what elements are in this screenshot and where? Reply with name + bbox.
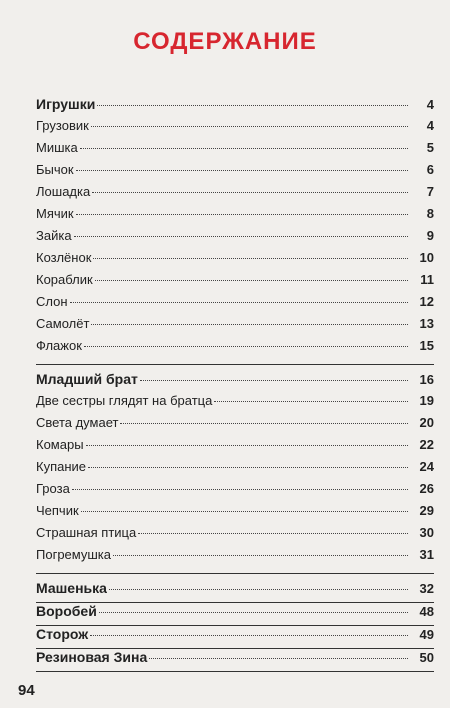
toc-entry-page: 24	[419, 459, 434, 474]
dot-leader	[97, 105, 408, 106]
toc-entry-label: Козлёнок	[36, 250, 92, 265]
dot-leader	[74, 236, 408, 237]
dot-leader	[76, 214, 408, 215]
toc-entry-page: 30	[419, 525, 434, 540]
toc-entry-page: 11	[420, 272, 434, 287]
table-of-contents	[36, 96, 434, 672]
toc-entry-label: Кораблик	[36, 272, 93, 287]
toc-entry-label: Две сестры глядят на братца	[36, 393, 213, 408]
toc-entry-label: Мишка	[36, 140, 78, 155]
toc-main-entry[interactable]	[36, 649, 434, 671]
toc-entry[interactable]	[36, 547, 434, 569]
toc-entry[interactable]	[36, 250, 434, 272]
toc-entry-page: 29	[419, 503, 434, 518]
toc-section-little-brother	[36, 371, 434, 574]
page-title: СОДЕРЖАНИЕ	[133, 28, 317, 55]
toc-entry-page: 48	[419, 604, 434, 619]
dot-leader	[95, 280, 408, 281]
toc-main-entry[interactable]	[36, 603, 434, 625]
toc-entry-label: Комары	[36, 437, 84, 452]
toc-entry[interactable]	[36, 525, 434, 547]
toc-entry-page: 13	[419, 316, 434, 331]
toc-main-entry[interactable]	[36, 626, 434, 648]
dot-leader	[90, 635, 408, 636]
dot-leader	[149, 658, 408, 659]
toc-entry-page: 9	[426, 228, 434, 243]
toc-entry-page: 5	[426, 140, 434, 155]
toc-section-rubber-zina	[36, 649, 434, 672]
toc-entry-page: 19	[419, 393, 434, 408]
toc-entry-page: 49	[419, 627, 434, 642]
toc-entry[interactable]	[36, 459, 434, 481]
toc-entry-page: 31	[419, 547, 434, 562]
toc-entry-label: Младший брат	[36, 371, 138, 387]
toc-entry-label: Зайка	[36, 228, 72, 243]
toc-entry-label: Резиновая Зина	[36, 649, 148, 665]
toc-entry-label: Гроза	[36, 481, 70, 496]
dot-leader	[81, 511, 408, 512]
dot-leader	[72, 489, 408, 490]
toc-entry-page: 12	[419, 294, 434, 309]
toc-entry-page: 32	[419, 581, 434, 596]
toc-entry-page: 4	[426, 97, 434, 112]
dot-leader	[138, 533, 408, 534]
toc-entry-label: Страшная птица	[36, 525, 137, 540]
toc-entry-label: Чепчик	[36, 503, 79, 518]
toc-entry[interactable]	[36, 316, 434, 338]
dot-leader	[214, 401, 408, 402]
toc-entry[interactable]	[36, 140, 434, 162]
toc-entry-page: 22	[419, 437, 434, 452]
dot-leader	[140, 380, 408, 381]
dot-leader	[80, 148, 408, 149]
toc-entry-label: Сторож	[36, 626, 89, 642]
toc-entry-label: Грузовик	[36, 118, 89, 133]
toc-section-sparrow	[36, 603, 434, 626]
dot-leader	[76, 170, 408, 171]
dot-leader	[70, 302, 408, 303]
toc-entry-page: 7	[426, 184, 434, 199]
toc-entry-label: Погремушка	[36, 547, 111, 562]
toc-entry-page: 26	[419, 481, 434, 496]
toc-entry-label: Самолёт	[36, 316, 90, 331]
toc-entry-label: Игрушки	[36, 96, 96, 112]
toc-entry-page: 10	[419, 250, 434, 265]
toc-entry[interactable]	[36, 162, 434, 184]
toc-entry[interactable]	[36, 118, 434, 140]
toc-entry-label: Машенька	[36, 580, 107, 596]
toc-entry[interactable]	[36, 415, 434, 437]
toc-entry-label: Слон	[36, 294, 68, 309]
toc-main-entry[interactable]	[36, 580, 434, 602]
toc-entry-page: 8	[426, 206, 434, 221]
toc-entry[interactable]	[36, 272, 434, 294]
dot-leader	[109, 589, 408, 590]
dot-leader	[93, 258, 408, 259]
toc-entry-label: Флажок	[36, 338, 82, 353]
toc-entry[interactable]	[36, 228, 434, 250]
toc-section-mashenka	[36, 580, 434, 603]
toc-entry[interactable]	[36, 393, 434, 415]
toc-main-entry[interactable]	[36, 96, 434, 118]
toc-entry-label: Лошадка	[36, 184, 91, 199]
dot-leader	[99, 612, 408, 613]
dot-leader	[88, 467, 408, 468]
toc-entry-page: 20	[419, 415, 434, 430]
toc-entry[interactable]	[36, 206, 434, 228]
dot-leader	[91, 324, 408, 325]
toc-entry[interactable]	[36, 503, 434, 525]
dot-leader	[86, 445, 408, 446]
toc-entry-page: 6	[426, 162, 434, 177]
toc-entry-page: 15	[419, 338, 434, 353]
dot-leader	[120, 423, 408, 424]
toc-entry[interactable]	[36, 437, 434, 459]
dot-leader	[91, 126, 408, 127]
toc-entry-page: 4	[426, 118, 434, 133]
toc-entry-label: Бычок	[36, 162, 74, 177]
toc-entry-label: Воробей	[36, 603, 97, 619]
toc-entry[interactable]	[36, 184, 434, 206]
toc-entry[interactable]	[36, 481, 434, 503]
dot-leader	[113, 555, 408, 556]
toc-main-entry[interactable]	[36, 371, 434, 393]
toc-section-watchman	[36, 626, 434, 649]
toc-entry[interactable]	[36, 294, 434, 316]
toc-entry-label: Мячик	[36, 206, 74, 221]
toc-entry-page: 16	[419, 372, 434, 387]
toc-entry-label: Купание	[36, 459, 87, 474]
toc-entry-label: Света думает	[36, 415, 119, 430]
dot-leader	[84, 346, 408, 347]
toc-entry[interactable]	[36, 338, 434, 360]
toc-section-toys	[36, 96, 434, 365]
page-number: 94	[18, 682, 35, 699]
dot-leader	[92, 192, 408, 193]
toc-entry-page: 50	[419, 650, 434, 665]
